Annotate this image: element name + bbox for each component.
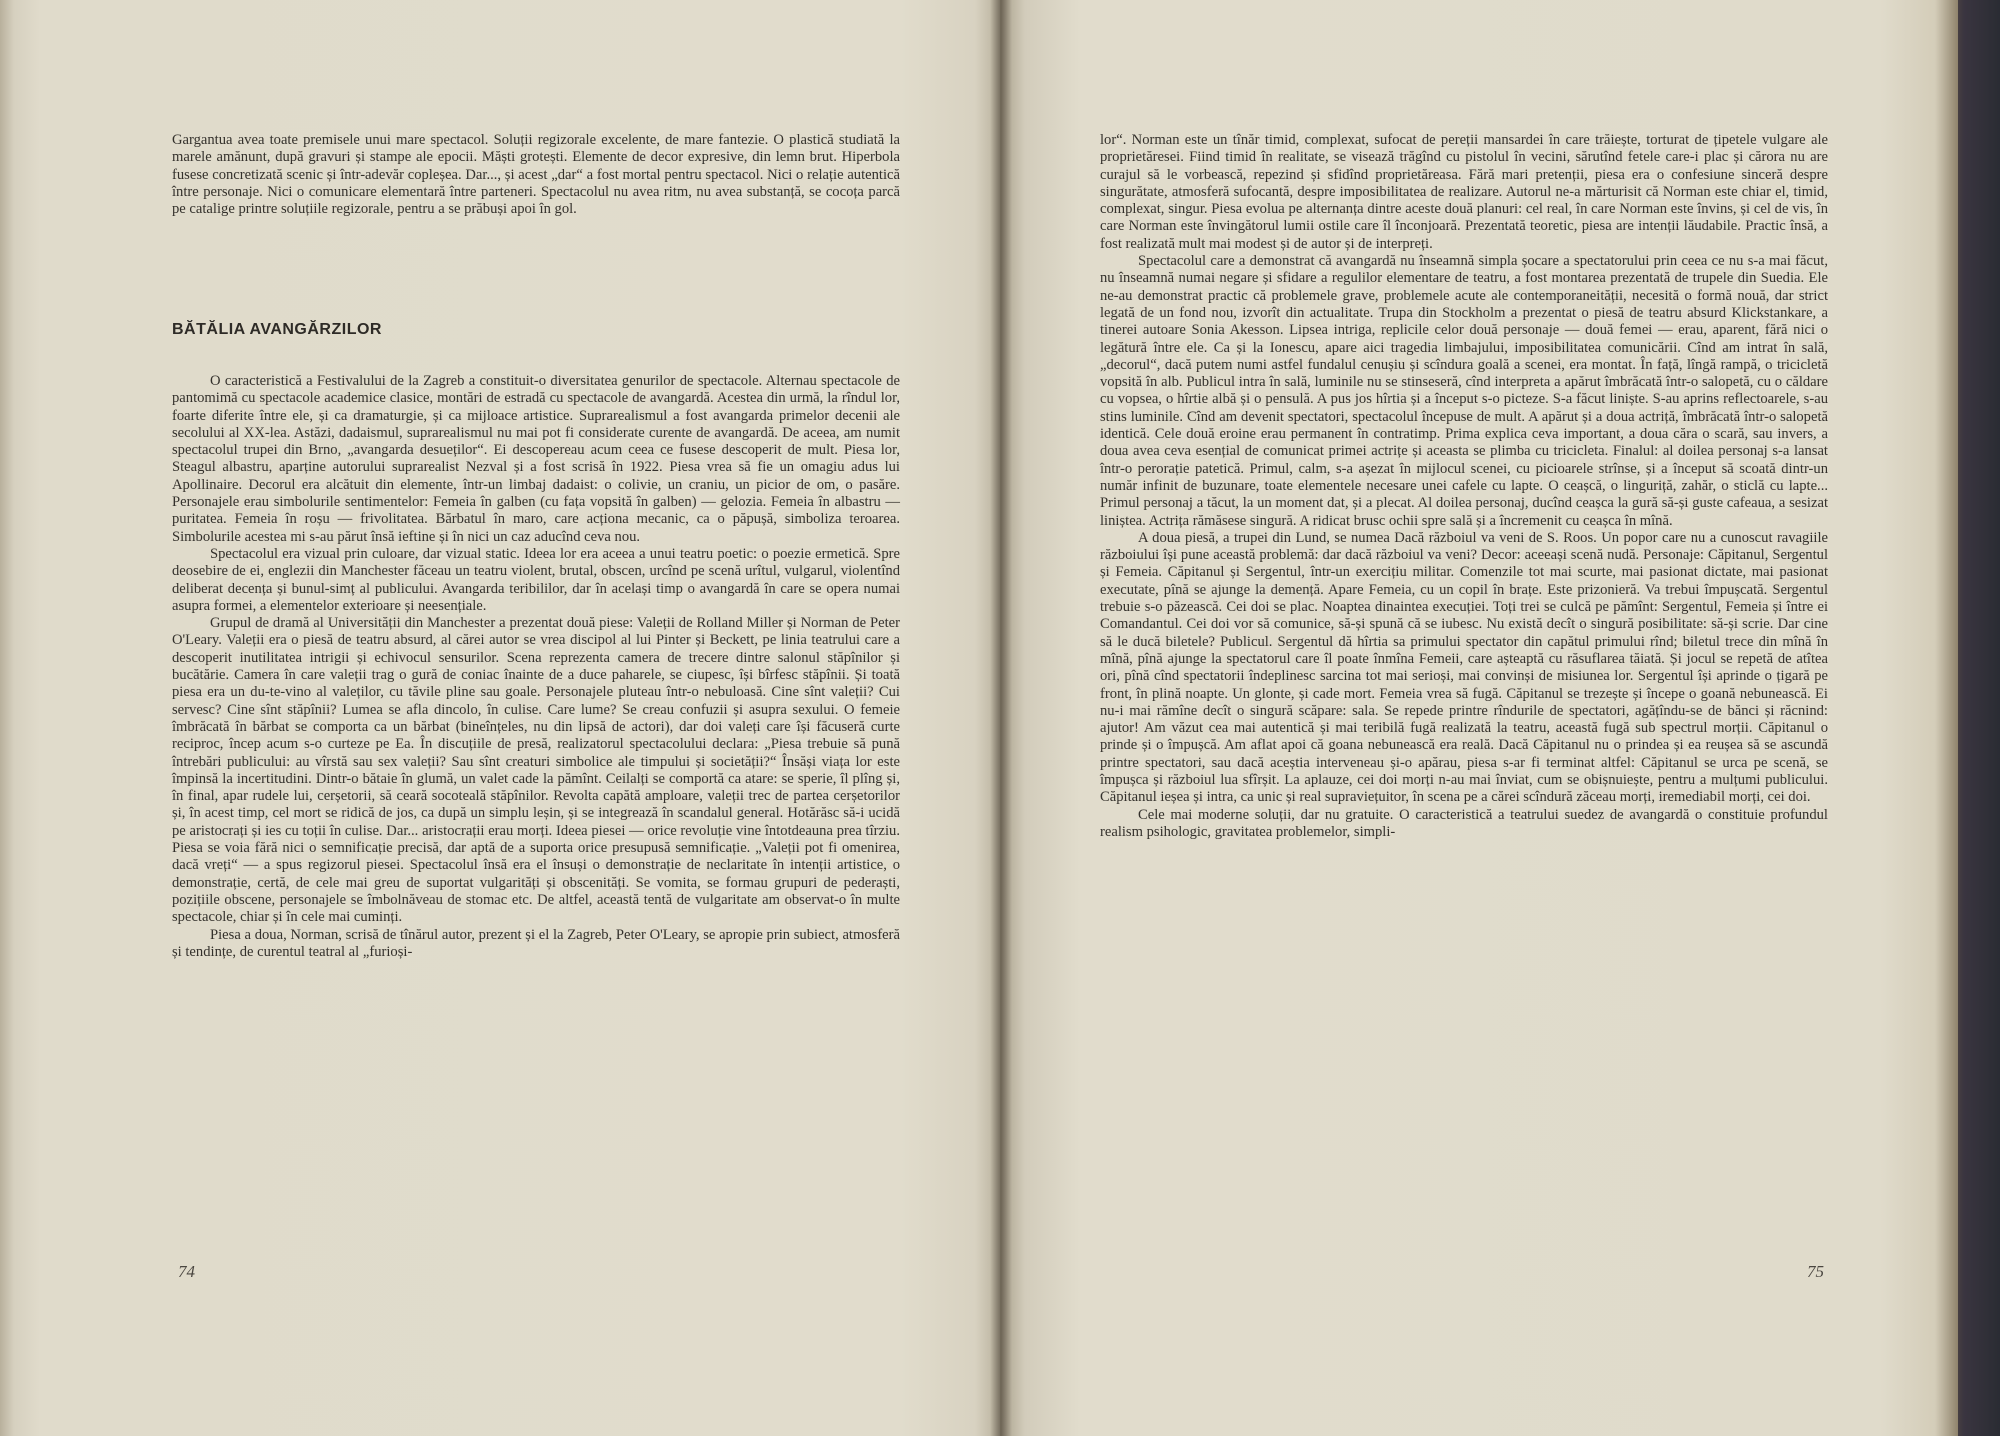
book-gutter bbox=[990, 0, 1012, 1436]
intro-paragraph: Gargantua avea toate premisele unui mare spectacol. Soluții regizorale excelente, de mare fantezie. O plastică studiată la marele amănunt, după gravuri și stampe ale epocii. Măști grotești. Elemente de decor expresive, din lemn brut. Hiperbola fusese concretizată scenic și într-adevăr copleșea. Dar..., și acest „dar“ a fost mortal pentru spectacol. Nici o relație autentică între personaje. Nici o comunicare elementară între parteneri. Spectacolul nu avea ritm, nu avea substanță, se cocoța parcă pe catalige printre soluțiile regizorale, pentru a se prăbuși apoi în gol. bbox=[172, 132, 900, 218]
page-number-right: 75 bbox=[1807, 1262, 1824, 1281]
paragraph: A doua piesă, a trupei din Lund, se numea Dacă războiul va veni de S. Roos. Un popor care nu a cunoscut ravagiile războiului își pune această problemă: dar dacă războiul va veni? Decor: aceeași scenă nudă. Personaje: Căpitanul, Sergentul și Femeia. Căpitanul și Sergentul, într-un exercițiu militar. Comenzile tot mai scurte, mai pasionat dictate, mai pasionat executate, pînă se ajunge la demență. Apare Femeia, cu un copil în brațe. Este prizonieră. Va trebui împușcată. Sergentul trebuie s-o păzească. Cei doi se plac. Noaptea dinaintea execuției. Toți trei se culcă pe pămînt: Sergentul, Femeia și între ei Comandantul. Cei doi vor să comunice, să-și spună că se iubesc. Nu există decît o singură posibilitate: să-și scrie. Dar cine să le ducă biletele? Publicul. Sergentul dă hîrtia sa primului spectator din capătul primului rînd; biletul trece din mînă în mînă, pînă ajunge la spectatorul care îl poate înmîna Femeii, care așteaptă cu răsuflarea tăiată. Și jocul se repetă de atîtea ori, pînă cînd spectatorii îndeplinesc sarcina tot mai serioși, mai convinși de misiunea lor. Sergentul își aprinde o țigară pe front, în plină noapte. Un glonte, și cade mort. Femeia vrea să fugă. Căpitanul se trezește și începe o goană nebunească. Ei nu-i mai rămîne decît o singură scăpare: sala. Se repede printre rîndurile de spectatori, agățîndu-se de bănci și răcnind: ajutor! Am văzut cea mai autentică și mai teribilă fugă realizată la teatru, această fugă sub spectrul morții. Căpitanul o prinde și o împușcă. Am aflat apoi că goana nebunească era reală. Dacă Căpitanul nu o prindea și ea reușea să se ascundă printre spectatori, sau dacă aceștia interveneau și-o apărau, piesa s-ar fi terminat altfel: Căpitanul se urca pe scenă, se împușca și războiul lua sfîrșit. La aplauze, cei doi morți n-au mai înviat, cum se obișnuiește, pentru a mulțumi publicului. Căpitanul ieșea și intra, ca unic și real supraviețuitor, în scena pe a cărei scîndură zăceau morți, iremediabil morți, cei doi. bbox=[1100, 529, 1828, 806]
paragraph: Piesa a doua, Norman, scrisă de tînărul autor, prezent și el la Zagreb, Peter O'Leary, se apropie prin subiect, atmosferă și tendințe, de curentul teatral al „furioși- bbox=[172, 926, 900, 960]
page-number-left: 74 bbox=[178, 1262, 195, 1281]
paragraph: O caracteristică a Festivalului de la Zagreb a constituit-o diversitatea genurilor de spectacole. Alternau spectacole de pantomimă cu spectacole academice clasice, montări de estradă cu spectacole de avangardă. Acestea din urmă, la rîndul lor, foarte diferite între ele, și ca dramaturgie, și ca mijloace artistice. Suprarealismul a fost avangarda primelor decenii ale secolului al XX-lea. Astăzi, dadaismul, suprarealismul nu mai pot fi considerate curente de avangardă. De aceea, am numit spectacolul trupei din Brno, „avangarda desueților“. Ei descopereau acum ceea ce fusese descoperit de mult. Piesa lor, Steagul albastru, aparține autorului suprarealist Nezval și a fost scrisă în 1922. Piesa vrea să fie un omagiu adus lui Apollinaire. Decorul era alcătuit din elemente, într-un limbaj dadaist: o colivie, un craniu, un picior de om, o pasăre. Personajele erau simbolurile sentimentelor: Femeia în galben (cu fața vopsită în galben) — gelozia. Femeia în albastru — puritatea. Femeia în roșu — frivolitatea. Bărbatul în maro, care acționa mecanic, ca o păpușă, simboliza teroarea. Simbolurile acestea mi s-au părut însă ieftine și în nici un caz aducînd ceva nou. bbox=[172, 373, 900, 545]
left-main-text bbox=[172, 373, 900, 961]
paragraph: Cele mai moderne soluții, dar nu gratuite. O caracteristică a teatrului suedez de avangardă o constituie profundul realism psihologic, gravitatea problemelor, simpli- bbox=[1100, 806, 1828, 840]
intro-paragraph-block bbox=[172, 132, 900, 218]
paragraph: lor“. Norman este un tînăr timid, complexat, sufocat de pereții mansardei în care trăiește, torturat de țipetele vulgare ale proprietăresei. Fiind timid în realitate, se visează trăgînd cu pistolul în vecini, sărutînd fetele care-i plac și cărora nu are curajul să le vorbească, repezind și sfidînd proprietăreasa. Fără mari pretenții, piesa era o confesiune sinceră despre singurătate, atmosferă sufocantă, despre imposibilitatea de realizare. Autorul ne-a mărturisit că Norman este chiar el, timid, complexat, singur. Piesa evolua pe alternanța dintre aceste două planuri: cel real, în care Norman este învins, și cel de vis, în care Norman este învingătorul lumii ostile care îl înconjoară. Prezentată teoretic, piesa are intenții lăudabile. Practic însă, a fost realizată mult mai modest și de autor și de interpreți. bbox=[1100, 132, 1828, 252]
right-page bbox=[1000, 0, 1958, 1436]
paragraph: Spectacolul era vizual prin culoare, dar vizual static. Ideea lor era aceea a unui teatru poetic: o poezie ermetică. Spre deosebire de ei, englezii din Manchester făceau un teatru violent, brutal, obscen, urcînd pe scenă urîtul, vulgarul, violentînd deliberat decența și bunul-simț al publicului. Avangarda teribililor, dar în același timp o avangardă în care se opera numai asupra formei, a elementelor exterioare și neesențiale. bbox=[172, 545, 900, 614]
paragraph: Spectacolul care a demonstrat că avangardă nu înseamnă simpla șocare a spectatorului prin ceea ce nu s-a mai făcut, nu înseamnă numai negare și sfidare a regulilor elementare de teatru, a fost montarea prezentată de trupele din Suedia. Ele ne-au demonstrat practic că problemele grave, problemele acute ale contemporaneității, necesită o formă nouă, dar strict legată de un fond nou, izvorît din actualitate. Trupa din Stockholm a prezentat o piesă de teatru absurd Klickstankare, a tinerei autoare Sonia Akesson. Lipsea intriga, replicile celor două personaje — două femei — erau, aparent, fără nici o legătură între ele. Ca și la Ionescu, apare aici tragedia limbajului, imposibilitatea comunicării. Cînd am intrat în sală, „decorul“, dacă putem numi astfel fundalul cenușiu și scîndura goală a scenei, era montat. În față, lîngă rampă, o tricicletă vopsită în alb. Publicul intra în sală, luminile nu se stinseseră, cînd interpreta a apărut îmbrăcată într-o salopetă, cu o căldare cu vopsea, o hîrtie albă și o pensulă. A pus jos hîrtia și a început s-o picteze. S-a făcut liniște. S-au aprins reflectoarele, s-au stins luminile. Cînd am devenit spectatori, spectacolul începuse de mult. A apărut și a doua actriță, îmbrăcată într-o salopetă identică. Cele două eroine erau permanent în contratimp. Prima explica ceva important, a doua căra o scară, sau invers, a doua avea ceva esențial de comunicat primei actrițe și aceasta se plimba cu tricicleta. Finalul: al doilea personaj s-a lansat într-o perorație patetică. Primul, calm, s-a așezat în mijlocul scenei, cu picioarele strînse, și a început să scoată dintr-un număr infinit de buzunare, toate elementele necesare unei cafele cu lapte. O ceașcă, o linguriță, zahăr, o sticlă cu lapte... Primul personaj a tăcut, la un moment dat, și a plecat. Al doilea personaj, ducînd ceașca la gură să-și guste cafeaua, a sesizat liniștea. Actrița rămăsese singură. A ridicat brusc ochii spre sală și a încremenit cu ceașca în mînă. bbox=[1100, 253, 1828, 529]
paragraph: Grupul de dramă al Universității din Manchester a prezentat două piese: Valeții de Rolland Miller și Norman de Peter O'Leary. Valeții era o piesă de teatru absurd, al cărei autor se vrea discipol al lui Pinter și Beckett, pe linia teatrului care a descoperit inutilitatea intrigii și echivocul sensurilor. Scena reprezenta camera de trecere dintre salonul stăpînilor și bucătărie. Camera în care valeții trag o gură de coniac înainte de a duce paharele, se ciupesc, își bîrfesc stăpînii. Și toată piesa era un du-te-vino al valeților, cu tăvile pline sau goale. Personajele pluteau într-o nebuloasă. Cine sînt valeții? Cui servesc? Cine sînt stăpînii? Lumea se afla dincolo, în culise. Care lume? Se creau confuzii și asupra sexului. O femeie îmbrăcată în bărbat se comporta ca un bărbat (bineînțeles, nu din lipsă de actori), dar doi valeți care își făcuseră curte reciproc, încep acum s-o curteze pe Ea. În discuțiile de presă, realizatorul spectacolului declara: „Piesa trebuie să pună întrebări publicului: au vîrstă sau sex valeții? Sau sînt creaturi simbolice ale timpului și societății?“ Însăși viața lor este împinsă la incertitudini. Dintr-o bătaie în glumă, un valet cade la pămînt. Ceilalți se comportă ca atare: se sperie, îl plîng și, în final, apar rudele lui, cerșetorii, să ceară socoteală stăpînilor. Revolta capătă amploare, valeții trec de partea cerșetorilor și, în acest timp, cel mort se ridică de jos, ca după un simplu leșin, și se integrează în scandalul general. Hotărăsc să-i ucidă pe aristocrați și ies cu toții în culise. Dar... aristocrații erau morți. Ideea piesei — orice revoluție vine întotdeauna prea tîrziu. Piesa se voia fără nici o semnificație precisă, dar aptă de a suporta orice presupusă semnificație. „Valeții pot fi omenirea, dacă vreți“ — a spus regizorul piesei. Spectacolul însă era el însuși o demonstrație de neclaritate în intenții artistice, o demonstrație, certă, de cele mai greu de suportat vulgarități și obscenități. Se vomita, se formau grupuri de pederaști, pozițiile obscene, personajele se îmbolnăveau de stomac etc. De altfel, această tentă de vulgaritate am observat-o în multe spectacole, chiar și în cele mai cuminți. bbox=[172, 615, 900, 926]
section-heading: BĂTĂLIA AVANGĂRZILOR bbox=[172, 321, 382, 338]
right-main-text bbox=[1100, 132, 1828, 841]
